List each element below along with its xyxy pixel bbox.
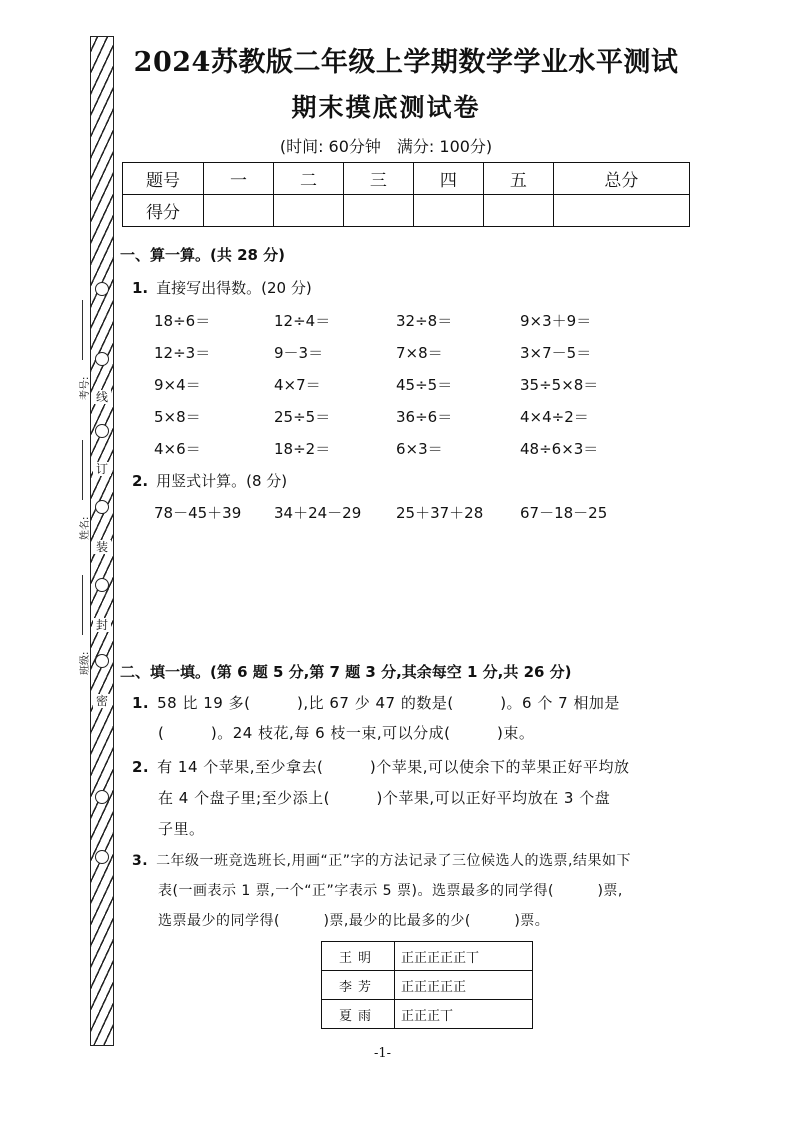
exam-number-label: 考号: [80,376,91,400]
name-line [82,440,83,500]
score-cell: 题号 [123,163,204,195]
question-line: 表(一画表示 1 票,一个“正”字表示 5 票)。选票最多的同学得( )票, [158,883,623,899]
calc-item: 4×7＝ [274,376,321,394]
vote-row [322,942,533,971]
exam-title: 2024苏教版二年级上学期数学学业水平测试 [133,47,679,78]
score-table [122,162,690,227]
question-number: 2. [132,472,149,490]
binding-hole-icon [95,500,109,514]
vote-tally-table [321,941,533,1029]
calc-item: 18÷6＝ [154,312,211,330]
score-cell: 一 [204,163,274,195]
question [132,277,312,298]
binding-hole-icon [95,578,109,592]
question-line: 在 4 个盘子里;至少添上( )个苹果,可以正好平均放在 3 个盘 [158,789,611,807]
vertical-calc-item: 34＋24－29 [274,504,362,522]
score-input-cell[interactable] [204,195,274,227]
vertical-calc-item: 78－45＋39 [154,504,242,522]
fill-question [132,844,702,878]
question-number: 1. [132,279,149,297]
calc-item: 4×6＝ [154,440,201,458]
score-cell: 三 [343,163,413,195]
score-input-cell[interactable] [273,195,343,227]
candidate-name: 王明 [322,942,395,971]
score-table-score-row [123,195,690,227]
calc-item: 4×4÷2＝ [520,408,589,426]
question-line: ( )。24 枝花,每 6 枝一束,可以分成( )束。 [158,724,535,742]
question-line: 选票最少的同学得( )票,最少的比最多的少( )票。 [158,913,550,929]
binding-hole-icon [95,282,109,296]
question-line: 子里。 [158,820,205,838]
page-number: -1- [374,1046,392,1061]
calc-item: 9－3＝ [274,344,324,362]
question-number: 2. [132,758,150,776]
calc-item: 3×7－5＝ [520,344,592,362]
binding-hole-icon [95,790,109,804]
question-line: 58 比 19 多( ),比 67 少 47 的数是( )。6 个 7 相加是 [157,694,620,712]
calc-item: 9×3＋9＝ [520,312,592,330]
question-number: 3. [132,853,149,869]
candidate-name: 李芳 [322,971,395,1000]
exam-meta: (时间: 60分钟 满分: 100分) [279,137,493,156]
fill-question [132,686,702,720]
calc-item: 9×4＝ [154,376,201,394]
exam-subtitle: 期末摸底测试卷 [291,93,481,122]
score-cell: 总分 [553,163,689,195]
tally-marks: 正正正正正 [395,971,533,1000]
section-heading: 一、算一算。(共 28 分) [120,246,286,264]
binding-char: 封 [93,618,111,632]
calc-item: 35÷5×8＝ [520,376,599,394]
score-cell: 得分 [123,195,204,227]
binding-hole-icon [95,424,109,438]
question-text: 用竖式计算。(8 分) [156,472,288,490]
name-line [82,300,83,360]
calc-item: 7×8＝ [396,344,443,362]
binding-char: 装 [93,540,111,554]
tally-marks: 正正正丅 [395,1000,533,1029]
score-input-cell[interactable] [413,195,483,227]
question-line: 有 14 个苹果,至少拿去( )个苹果,可以使余下的苹果正好平均放 [157,758,630,776]
binding-hole-icon [95,654,109,668]
tally-marks: 正正正正正丅 [395,942,533,971]
score-input-cell[interactable] [343,195,413,227]
calc-item: 5×8＝ [154,408,201,426]
calc-item: 45÷5＝ [396,376,453,394]
question-text: 直接写出得数。(20 分) [156,279,312,297]
score-input-cell[interactable] [483,195,553,227]
name-line [82,575,83,635]
vertical-calc-item: 67－18－25 [520,504,608,522]
student-name-label: 姓名: [80,516,91,540]
binding-char: 线 [93,390,111,404]
binding-hole-icon [95,850,109,864]
class-label: 班级: [80,651,91,675]
vertical-calc-item: 25＋37＋28 [396,504,484,522]
calc-item: 48÷6×3＝ [520,440,599,458]
question-line: 二年级一班竞选班长,用画“正”字的方法记录了三位候选人的选票,结果如下 [156,853,631,869]
calc-item: 6×3＝ [396,440,443,458]
binding-char: 订 [93,462,111,476]
candidate-name: 夏雨 [322,1000,395,1029]
score-input-cell[interactable] [553,195,689,227]
score-cell: 二 [273,163,343,195]
vote-row [322,1000,533,1029]
score-cell: 五 [483,163,553,195]
binding-char: 密 [93,694,111,708]
score-table-header-row [123,163,690,195]
calc-item: 32÷8＝ [396,312,453,330]
binding-hole-icon [95,352,109,366]
fill-question [132,750,702,784]
section-heading: 二、填一填。(第 6 题 5 分,第 7 题 3 分,其余每空 1 分,共 26 分) [120,663,572,681]
calc-item: 18÷2＝ [274,440,331,458]
vote-row [322,971,533,1000]
calc-item: 12÷3＝ [154,344,211,362]
score-cell: 四 [413,163,483,195]
calc-item: 36÷6＝ [396,408,453,426]
question-number: 1. [132,694,150,712]
calc-item: 25÷5＝ [274,408,331,426]
calc-item: 12÷4＝ [274,312,331,330]
question [132,470,287,491]
